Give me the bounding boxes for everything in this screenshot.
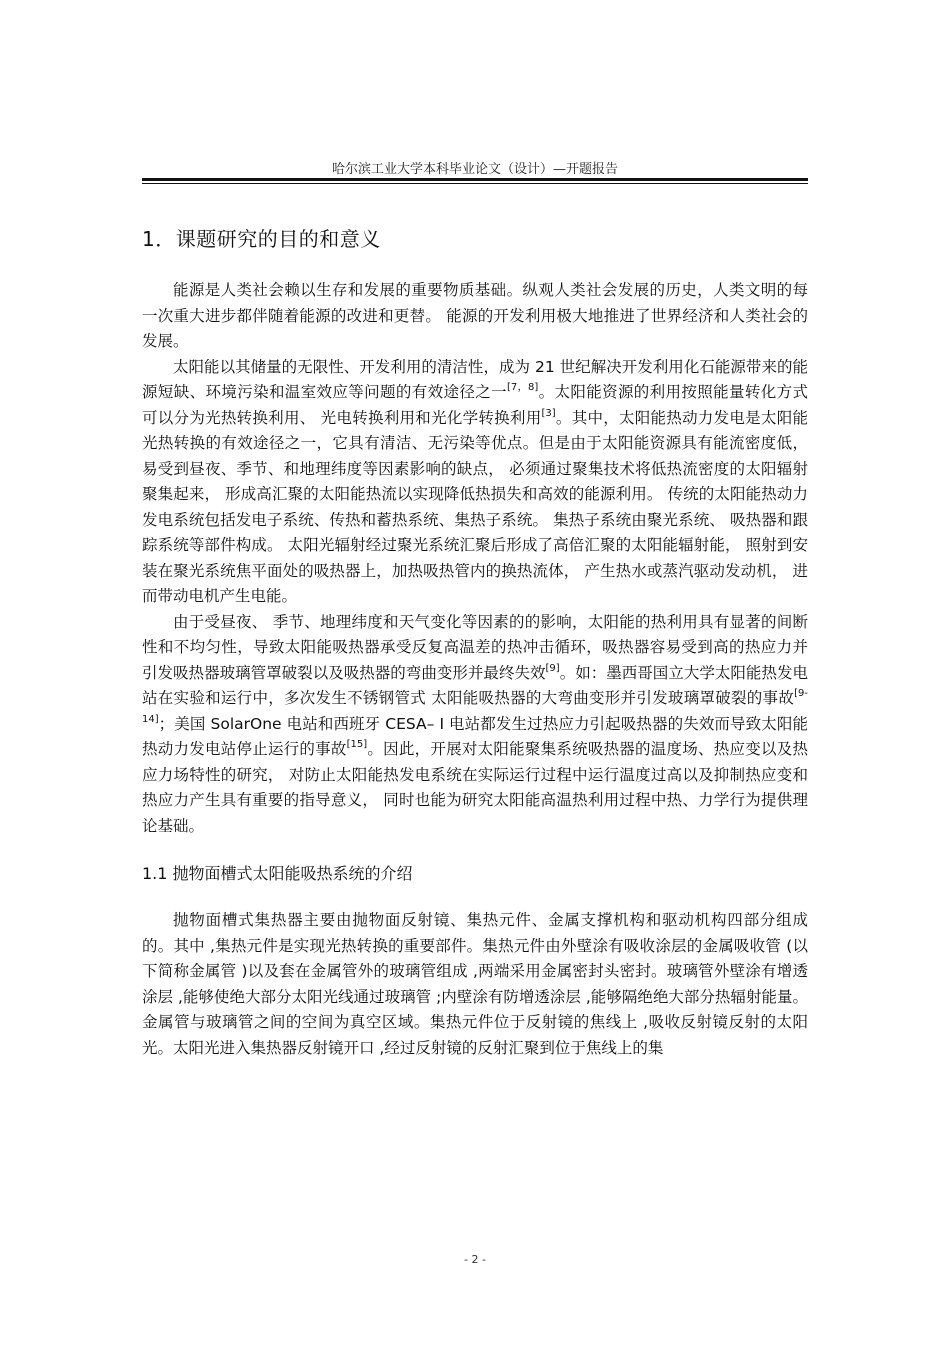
p2-text-c: 。其中，太阳能热动力发电是太阳能光热转换的有效途径之一，它具有清洁、无污染等优点。但是由于太阳能资源具有能流密度低，易受到昼夜、季节、和地理纬度等因素影响的缺点， 必须通过聚集技术将低热流密度的太阳辐射聚集起来， 形成高汇聚的太阳能热流以实现降低热损失和高效的能源利用。 传统的太阳能热动力发电系统包括发电子系统、传热和蓄热系统、集热子系统。 集热子系统由聚光系统、 吸热器和跟踪系统等部件构成。 太阳光辐射经过聚光系统汇聚后形成了高倍汇聚的太阳能辐射能， 照射到安装在聚光系统焦平面处的吸热器上，加热吸热管内的换热流体， 产生热水或蒸汽驱动发动机， 进而带动电机产生电能。 — [142, 408, 808, 605]
p3-text-d: 。因此，开展对太阳能聚集系统吸热器的温度场、热应变以及热应力场特性的研究， 对防止太阳能热发电系统在实际运行过程中运行温度过高以及抑制热应变和热应力产生具有重要的指导意义， 同时也能为研究太阳能高温热利用过程中热、力学行为提供理论基础。 — [142, 740, 808, 835]
p2-text-a: 太阳能以其储量的无限性、开发利用的清洁性，成为 21 世纪解决开发利用化石能源带来的能源短缺、环境污染和温室效应等问题的有效途径之一 — [142, 357, 808, 401]
paragraph-solar-thermal — [142, 355, 808, 610]
p3-text-b: 。如：墨西哥国立大学太阳能热发电站在实验和运行中，多次发生不锈钢管式 太阳能吸热器的大弯曲变形并引发玻璃罩破裂的事故 — [142, 663, 808, 707]
section-1-1-heading: 1.1 抛物面槽式太阳能吸热系统的介绍 — [142, 864, 413, 883]
citation-7-8: [7，8] — [506, 382, 539, 393]
paragraph-energy-intro: 能源是人类社会赖以生存和发展的重要物质基础。纵观人类社会发展的历史，人类文明的每一次重大进步都伴随着能源的改进和更替。 能源的开发利用极大地推进了世界经济和人类社会的发展。 — [142, 281, 808, 350]
citation-9-14: [9-14] — [142, 688, 808, 725]
paragraph-receiver-failure — [142, 610, 808, 840]
paragraph-trough-collector: 抛物面槽式集热器主要由抛物面反射镜、集热元件、金属支撑机构和驱动机构四部分组成的。其中 ,集热元件是实现光热转换的重要部件。集热元件由外壁涂有吸收涂层的金属吸收管 (以下简称金属管 )以及套在金属管外的玻璃管组成 ,两端采用金属密封头密封。玻璃管外壁涂有增透涂层 ,能够使绝大部分太阳光线通过玻璃管 ;内壁涂有防增透涂层 ,能够隔绝绝大部分热辐射能量。金属管与玻璃管之间的空间为真空区域。集热元件位于反射镜的焦线上 ,吸收反射镜反射的太阳光。太阳光进入集热器反射镜开口 ,经过反射镜的反射汇聚到位于焦线上的集 — [142, 911, 808, 1057]
p3-text-a: 由于受昼夜、 季节、地理纬度和天气变化等因素的的影响，太阳能的热利用具有显著的间断性和不均匀性，导致太阳能吸热器承受反复高温差的热冲击循环，吸热器容易受到高的热应力并引发吸热器玻璃管罩破裂以及吸热器的弯曲变形并最终失效 — [142, 612, 808, 682]
citation-15: [15] — [346, 739, 368, 750]
page-number: - 2 - — [464, 1253, 486, 1266]
running-header: 哈尔滨工业大学本科毕业论文（设计）—开题报告 — [331, 162, 618, 177]
p3-text-c: ；美国 SolarOne 电站和西班牙 CESA– I 电站都发生过热应力引起吸热器的失效而导致太阳能热动力发电站停止运行的事故 — [142, 714, 808, 758]
header-rule-thick — [142, 178, 808, 181]
section-1-heading: 1．课题研究的目的和意义 — [142, 227, 381, 251]
page-body — [142, 223, 808, 1061]
citation-9: [9] — [545, 662, 560, 674]
p2-text-b: 。太阳能资源的利用按照能量转化方式可以分为光热转换利用、 光电转换利用和光化学转换利用 — [142, 383, 808, 427]
citation-3: [3] — [541, 407, 556, 419]
header-rule-thin — [142, 183, 808, 184]
